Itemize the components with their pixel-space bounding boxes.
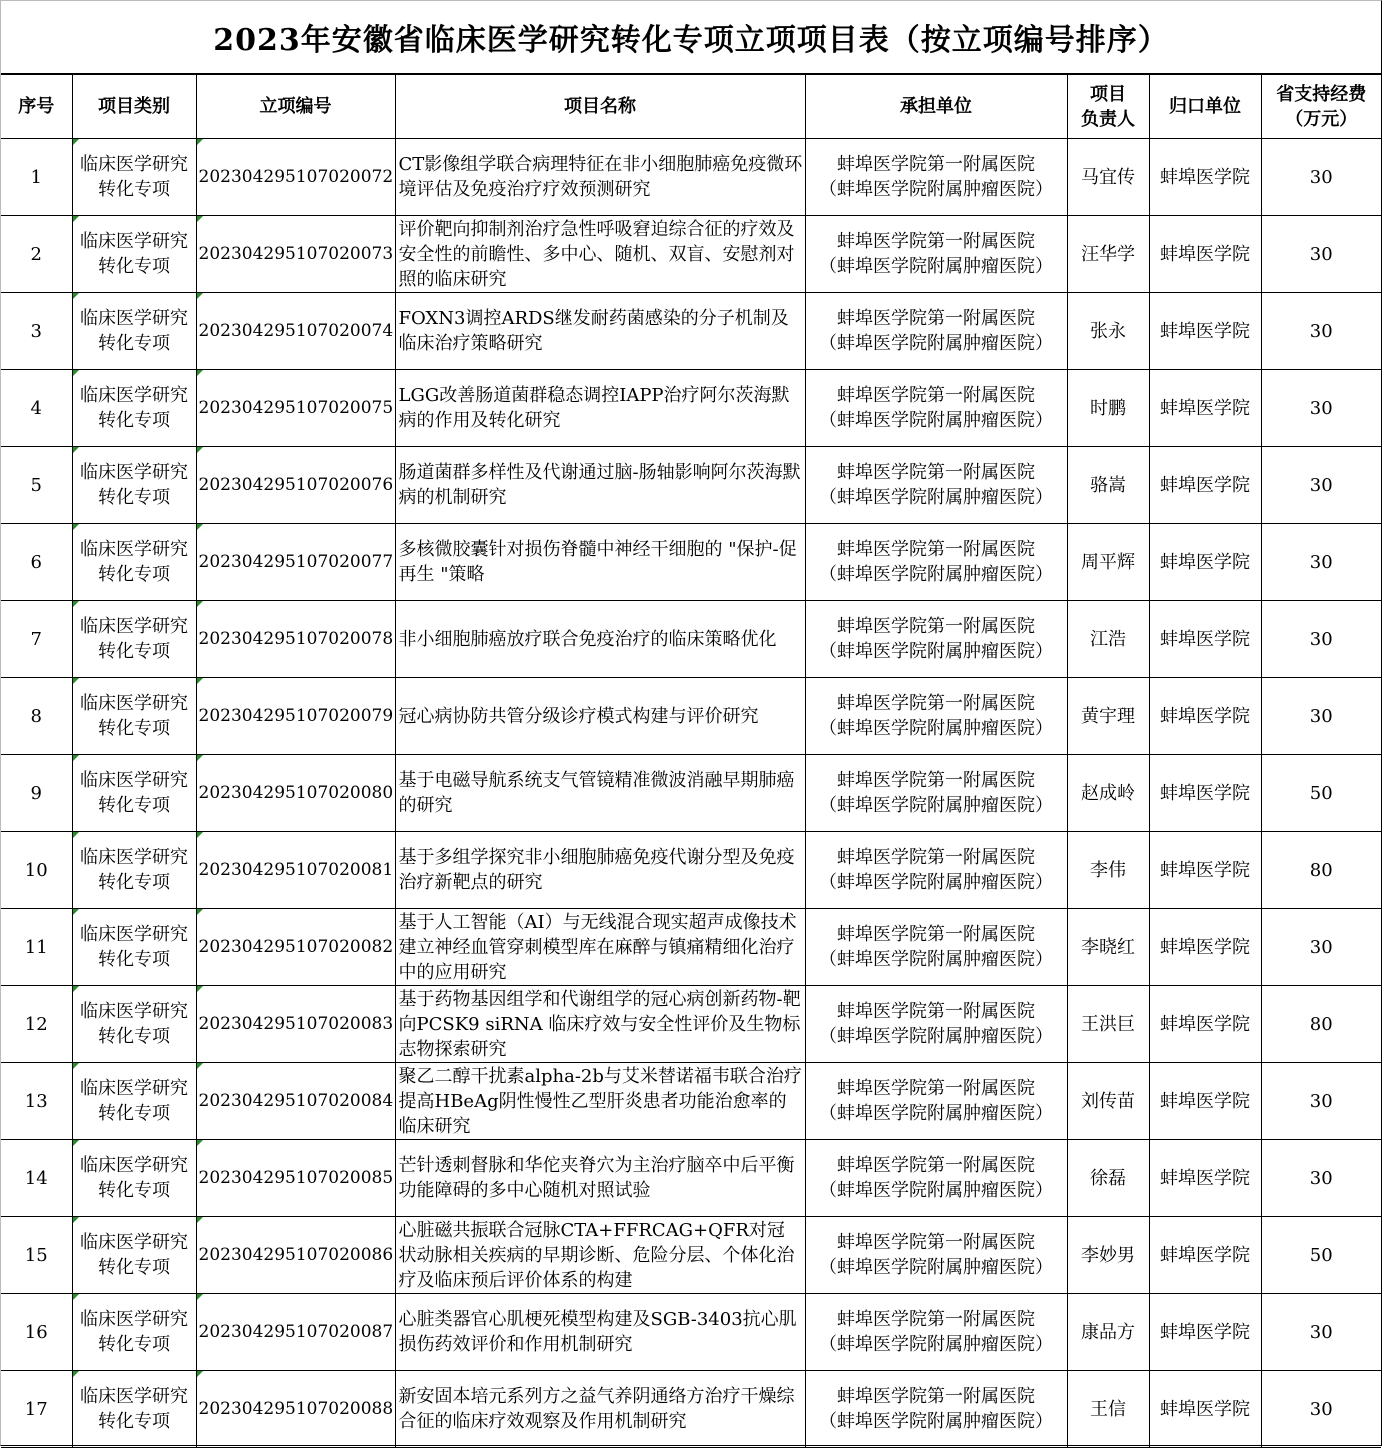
cell-type-line1: 临床医学研究	[80, 308, 188, 329]
table-row[interactable]	[1, 1217, 1381, 1294]
cell-unit-line1: 蚌埠医学院第一附属医院	[837, 1386, 1035, 1407]
cell-unit[interactable]	[805, 293, 1067, 370]
cell-seq[interactable]: 10	[1, 832, 72, 909]
cell-type[interactable]	[72, 139, 196, 216]
cell-unit-line2: （蚌埠医学院附属肿瘤医院）	[819, 949, 1053, 970]
cell-leader[interactable]: 赵成岭	[1067, 755, 1149, 832]
table-row[interactable]	[1, 678, 1381, 755]
cell-unit-line2: （蚌埠医学院附属肿瘤医院）	[819, 1180, 1053, 1201]
cell-dept[interactable]: 蚌埠医学院	[1149, 1371, 1261, 1448]
cell-type-line1: 临床医学研究	[80, 385, 188, 406]
cell-name[interactable]: 评价靶向抑制剂治疗急性呼吸窘迫综合征的疗效及安全性的前瞻性、多中心、随机、双盲、安慰剂对照的临床研究	[395, 216, 805, 293]
cell-seq[interactable]: 16	[1, 1294, 72, 1371]
cell-leader[interactable]: 刘传苗	[1067, 1063, 1149, 1140]
cell-leader[interactable]: 骆嵩	[1067, 447, 1149, 524]
cell-unit-line1: 蚌埠医学院第一附属医院	[837, 616, 1035, 637]
cell-unit-line2: （蚌埠医学院附属肿瘤医院）	[819, 1411, 1053, 1432]
cell-unit-line2: （蚌埠医学院附属肿瘤医院）	[819, 410, 1053, 431]
cell-unit-line1: 蚌埠医学院第一附属医院	[837, 1078, 1035, 1099]
cell-name[interactable]: 心脏类器官心肌梗死模型构建及SGB-3403抗心肌损伤药效评价和作用机制研究	[395, 1294, 805, 1371]
cell-name[interactable]: 基于多组学探究非小细胞肺癌免疫代谢分型及免疫治疗新靶点的研究	[395, 832, 805, 909]
cell-type[interactable]	[72, 216, 196, 293]
cell-unit-line2: （蚌埠医学院附属肿瘤医院）	[819, 256, 1053, 277]
cell-unit-line2: （蚌埠医学院附属肿瘤医院）	[819, 718, 1053, 739]
cell-code[interactable]: 202304295107020087	[196, 1294, 395, 1371]
cell-dept[interactable]: 蚌埠医学院	[1149, 524, 1261, 601]
cell-code[interactable]: 202304295107020074	[196, 293, 395, 370]
cell-type-line2: 转化专项	[98, 795, 170, 816]
header-name[interactable]: 项目名称	[395, 75, 805, 139]
cell-unit-line2: （蚌埠医学院附属肿瘤医院）	[819, 333, 1053, 354]
cell-dept[interactable]: 蚌埠医学院	[1149, 601, 1261, 678]
cell-type-line2: 转化专项	[98, 1334, 170, 1355]
cell-code[interactable]: 202304295107020088	[196, 1371, 395, 1448]
cell-fund[interactable]: 50	[1261, 755, 1381, 832]
cell-seq[interactable]: 8	[1, 678, 72, 755]
cell-type-line1: 临床医学研究	[80, 231, 188, 252]
cell-name[interactable]: 心脏磁共振联合冠脉CTA+FFRCAG+QFR对冠状动脉相关疾病的早期诊断、危险分层、个体化治疗及临床预后评价体系的构建	[395, 1217, 805, 1294]
cell-type-line2: 转化专项	[98, 949, 170, 970]
cell-unit[interactable]	[805, 678, 1067, 755]
cell-type-line2: 转化专项	[98, 410, 170, 431]
cell-dept[interactable]: 蚌埠医学院	[1149, 678, 1261, 755]
cell-type[interactable]	[72, 370, 196, 447]
cell-unit-line2: （蚌埠医学院附属肿瘤医院）	[819, 564, 1053, 585]
cell-type[interactable]	[72, 1371, 196, 1448]
cell-seq[interactable]: 9	[1, 755, 72, 832]
cell-fund[interactable]: 30	[1261, 370, 1381, 447]
cell-fund[interactable]: 30	[1261, 293, 1381, 370]
table-body	[1, 139, 1381, 1448]
cell-fund[interactable]: 80	[1261, 986, 1381, 1063]
cell-name[interactable]: CT影像组学联合病理特征在非小细胞肺癌免疫微环境评估及免疫治疗疗效预测研究	[395, 139, 805, 216]
cell-unit-line1: 蚌埠医学院第一附属医院	[837, 924, 1035, 945]
table-row[interactable]	[1, 986, 1381, 1063]
cell-type-line1: 临床医学研究	[80, 616, 188, 637]
table-row[interactable]	[1, 1371, 1381, 1448]
cell-name[interactable]: LGG改善肠道菌群稳态调控IAPP治疗阿尔茨海默病的作用及转化研究	[395, 370, 805, 447]
table-row[interactable]	[1, 216, 1381, 293]
table-row[interactable]	[1, 139, 1381, 216]
cell-unit-line2: （蚌埠医学院附属肿瘤医院）	[819, 872, 1053, 893]
cell-code[interactable]: 202304295107020084	[196, 1063, 395, 1140]
cell-unit-line2: （蚌埠医学院附属肿瘤医院）	[819, 487, 1053, 508]
cell-name[interactable]: 非小细胞肺癌放疗联合免疫治疗的临床策略优化	[395, 601, 805, 678]
cell-type-line1: 临床医学研究	[80, 154, 188, 175]
cell-leader[interactable]: 江浩	[1067, 601, 1149, 678]
cell-seq[interactable]: 5	[1, 447, 72, 524]
cell-name[interactable]: 聚乙二醇干扰素alpha-2b与艾米替诺福韦联合治疗提高HBeAg阴性慢性乙型肝炎患者功能治愈率的临床研究	[395, 1063, 805, 1140]
cell-name[interactable]: 新安固本培元系列方之益气养阴通络方治疗干燥综合征的临床疗效观察及作用机制研究	[395, 1371, 805, 1448]
cell-unit[interactable]	[805, 601, 1067, 678]
cell-dept[interactable]: 蚌埠医学院	[1149, 1294, 1261, 1371]
project-table	[1, 74, 1381, 1448]
header-fund[interactable]	[1261, 75, 1381, 139]
cell-type-line1: 临床医学研究	[80, 1386, 188, 1407]
cell-name[interactable]: 冠心病协防共管分级诊疗模式构建与评价研究	[395, 678, 805, 755]
cell-code[interactable]: 202304295107020072	[196, 139, 395, 216]
cell-type-line2: 转化专项	[98, 179, 170, 200]
cell-dept[interactable]: 蚌埠医学院	[1149, 909, 1261, 986]
cell-type-line1: 临床医学研究	[80, 1155, 188, 1176]
cell-unit-line1: 蚌埠医学院第一附属医院	[837, 385, 1035, 406]
cell-unit-line2: （蚌埠医学院附属肿瘤医院）	[819, 1026, 1053, 1047]
cell-fund[interactable]: 80	[1261, 832, 1381, 909]
table-row[interactable]	[1, 370, 1381, 447]
cell-fund[interactable]: 30	[1261, 1063, 1381, 1140]
cell-leader[interactable]: 李伟	[1067, 832, 1149, 909]
cell-type-line1: 临床医学研究	[80, 1001, 188, 1022]
cell-seq[interactable]: 4	[1, 370, 72, 447]
cell-leader[interactable]: 汪华学	[1067, 216, 1149, 293]
cell-unit-line2: （蚌埠医学院附属肿瘤医院）	[819, 795, 1053, 816]
cell-dept[interactable]: 蚌埠医学院	[1149, 293, 1261, 370]
cell-seq[interactable]: 17	[1, 1371, 72, 1448]
header-fund-line2: （万元）	[1285, 108, 1358, 130]
cell-type-line2: 转化专项	[98, 1103, 170, 1124]
table-row[interactable]	[1, 601, 1381, 678]
cell-fund[interactable]: 30	[1261, 601, 1381, 678]
cell-leader[interactable]: 马宜传	[1067, 139, 1149, 216]
cell-unit-line1: 蚌埠医学院第一附属医院	[837, 1001, 1035, 1022]
header-unit[interactable]: 承担单位	[805, 75, 1067, 139]
cell-type-line2: 转化专项	[98, 1180, 170, 1201]
cell-code[interactable]: 202304295107020082	[196, 909, 395, 986]
cell-seq[interactable]: 11	[1, 909, 72, 986]
cell-fund[interactable]: 30	[1261, 1371, 1381, 1448]
cell-leader[interactable]: 徐磊	[1067, 1140, 1149, 1217]
cell-type-line1: 临床医学研究	[80, 462, 188, 483]
cell-unit[interactable]	[805, 370, 1067, 447]
header-leader-line1: 项目	[1090, 83, 1126, 105]
cell-name[interactable]: 肠道菌群多样性及代谢通过脑-肠轴影响阿尔茨海默病的机制研究	[395, 447, 805, 524]
cell-seq[interactable]: 7	[1, 601, 72, 678]
cell-fund[interactable]: 30	[1261, 139, 1381, 216]
cell-unit-line2: （蚌埠医学院附属肿瘤医院）	[819, 179, 1053, 200]
cell-type-line2: 转化专项	[98, 1026, 170, 1047]
cell-dept[interactable]: 蚌埠医学院	[1149, 139, 1261, 216]
cell-type[interactable]	[72, 678, 196, 755]
cell-code[interactable]: 202304295107020073	[196, 216, 395, 293]
cell-unit[interactable]	[805, 447, 1067, 524]
cell-dept[interactable]: 蚌埠医学院	[1149, 1217, 1261, 1294]
cell-unit-line1: 蚌埠医学院第一附属医院	[837, 847, 1035, 868]
page-title: 2023年安徽省临床医学研究转化专项立项项目表（按立项编号排序）	[213, 23, 1169, 58]
cell-unit[interactable]	[805, 909, 1067, 986]
header-leader[interactable]	[1067, 75, 1149, 139]
cell-unit[interactable]	[805, 1371, 1067, 1448]
cell-name[interactable]: FOXN3调控ARDS继发耐药菌感染的分子机制及临床治疗策略研究	[395, 293, 805, 370]
cell-dept[interactable]: 蚌埠医学院	[1149, 986, 1261, 1063]
cell-type[interactable]	[72, 755, 196, 832]
cell-seq[interactable]: 15	[1, 1217, 72, 1294]
table-row[interactable]	[1, 293, 1381, 370]
cell-fund[interactable]: 30	[1261, 678, 1381, 755]
cell-name[interactable]: 基于电磁导航系统支气管镜精准微波消融早期肺癌的研究	[395, 755, 805, 832]
cell-type-line2: 转化专项	[98, 1257, 170, 1278]
cell-type-line1: 临床医学研究	[80, 924, 188, 945]
cell-type-line2: 转化专项	[98, 718, 170, 739]
cell-unit[interactable]	[805, 216, 1067, 293]
cell-type[interactable]	[72, 1140, 196, 1217]
cell-fund[interactable]: 30	[1261, 909, 1381, 986]
cell-fund[interactable]: 30	[1261, 447, 1381, 524]
cell-code[interactable]: 202304295107020076	[196, 447, 395, 524]
cell-unit-line1: 蚌埠医学院第一附属医院	[837, 1232, 1035, 1253]
cell-seq[interactable]: 2	[1, 216, 72, 293]
cell-unit-line1: 蚌埠医学院第一附属医院	[837, 539, 1035, 560]
cell-code[interactable]: 202304295107020085	[196, 1140, 395, 1217]
cell-type[interactable]	[72, 601, 196, 678]
cell-unit[interactable]	[805, 1140, 1067, 1217]
cell-leader[interactable]: 张永	[1067, 293, 1149, 370]
header-dept[interactable]: 归口单位	[1149, 75, 1261, 139]
cell-unit-line1: 蚌埠医学院第一附属医院	[837, 231, 1035, 252]
cell-unit[interactable]	[805, 524, 1067, 601]
cell-unit-line2: （蚌埠医学院附属肿瘤医院）	[819, 1257, 1053, 1278]
cell-unit-line1: 蚌埠医学院第一附属医院	[837, 1155, 1035, 1176]
cell-code[interactable]: 202304295107020086	[196, 1217, 395, 1294]
cell-type-line1: 临床医学研究	[80, 1232, 188, 1253]
cell-leader[interactable]: 周平辉	[1067, 524, 1149, 601]
header-fund-line1: 省支持经费	[1276, 83, 1367, 105]
cell-type-line1: 临床医学研究	[80, 539, 188, 560]
cell-leader[interactable]: 王信	[1067, 1371, 1149, 1448]
table-row[interactable]	[1, 1140, 1381, 1217]
cell-type[interactable]	[72, 524, 196, 601]
cell-unit-line2: （蚌埠医学院附属肿瘤医院）	[819, 1334, 1053, 1355]
cell-fund[interactable]: 50	[1261, 1217, 1381, 1294]
cell-unit[interactable]	[805, 832, 1067, 909]
title-bar	[1, 1, 1381, 74]
cell-type[interactable]	[72, 1063, 196, 1140]
table-row[interactable]	[1, 909, 1381, 986]
cell-fund[interactable]: 30	[1261, 1140, 1381, 1217]
cell-dept[interactable]: 蚌埠医学院	[1149, 1063, 1261, 1140]
cell-unit-line1: 蚌埠医学院第一附属医院	[837, 462, 1035, 483]
table-row[interactable]	[1, 755, 1381, 832]
cell-unit-line1: 蚌埠医学院第一附属医院	[837, 154, 1035, 175]
cell-code[interactable]: 202304295107020075	[196, 370, 395, 447]
cell-seq[interactable]: 1	[1, 139, 72, 216]
cell-type[interactable]	[72, 986, 196, 1063]
table-row[interactable]	[1, 1063, 1381, 1140]
cell-type-line2: 转化专项	[98, 333, 170, 354]
cell-leader[interactable]: 王洪巨	[1067, 986, 1149, 1063]
cell-code[interactable]: 202304295107020083	[196, 986, 395, 1063]
table-row[interactable]	[1, 447, 1381, 524]
header-seq[interactable]: 序号	[1, 75, 72, 139]
cell-dept[interactable]: 蚌埠医学院	[1149, 216, 1261, 293]
cell-type-line1: 临床医学研究	[80, 1078, 188, 1099]
cell-code[interactable]: 202304295107020078	[196, 601, 395, 678]
table-row[interactable]	[1, 1294, 1381, 1371]
cell-code[interactable]: 202304295107020077	[196, 524, 395, 601]
cell-name[interactable]: 多核微胶囊针对损伤脊髓中神经干细胞的 "保护-促再生 "策略	[395, 524, 805, 601]
cell-seq[interactable]: 3	[1, 293, 72, 370]
cell-type-line2: 转化专项	[98, 872, 170, 893]
cell-unit[interactable]	[805, 1217, 1067, 1294]
cell-code[interactable]: 202304295107020079	[196, 678, 395, 755]
cell-type[interactable]	[72, 293, 196, 370]
cell-type-line1: 临床医学研究	[80, 1309, 188, 1330]
header-leader-line2: 负责人	[1081, 108, 1135, 130]
cell-fund[interactable]: 30	[1261, 216, 1381, 293]
cell-type[interactable]	[72, 1217, 196, 1294]
cell-unit[interactable]	[805, 1294, 1067, 1371]
cell-type-line2: 转化专项	[98, 1411, 170, 1432]
cell-unit[interactable]	[805, 986, 1067, 1063]
cell-code[interactable]: 202304295107020081	[196, 832, 395, 909]
cell-name[interactable]: 基于人工智能（AI）与无线混合现实超声成像技术建立神经血管穿刺模型库在麻醉与镇痛精细化治疗中的应用研究	[395, 909, 805, 986]
cell-unit-line1: 蚌埠医学院第一附属医院	[837, 770, 1035, 791]
cell-seq[interactable]: 14	[1, 1140, 72, 1217]
cell-unit-line1: 蚌埠医学院第一附属医院	[837, 308, 1035, 329]
cell-unit[interactable]	[805, 1063, 1067, 1140]
cell-dept[interactable]: 蚌埠医学院	[1149, 370, 1261, 447]
cell-leader[interactable]: 黄宇理	[1067, 678, 1149, 755]
cell-fund[interactable]: 30	[1261, 1294, 1381, 1371]
header-row	[1, 75, 1381, 139]
cell-name[interactable]: 基于药物基因组学和代谢组学的冠心病创新药物-靶向PCSK9 siRNA 临床疗效与安全性评价及生物标志物探索研究	[395, 986, 805, 1063]
cell-seq[interactable]: 6	[1, 524, 72, 601]
table-row[interactable]	[1, 832, 1381, 909]
cell-dept[interactable]: 蚌埠医学院	[1149, 755, 1261, 832]
cell-unit[interactable]	[805, 755, 1067, 832]
cell-type-line1: 临床医学研究	[80, 770, 188, 791]
cell-dept[interactable]: 蚌埠医学院	[1149, 447, 1261, 524]
cell-type[interactable]	[72, 447, 196, 524]
cell-type-line2: 转化专项	[98, 487, 170, 508]
cell-type-line1: 临床医学研究	[80, 847, 188, 868]
cell-type-line2: 转化专项	[98, 256, 170, 277]
cell-name[interactable]: 芒针透刺督脉和华佗夹脊穴为主治疗脑卒中后平衡功能障碍的多中心随机对照试验	[395, 1140, 805, 1217]
cell-dept[interactable]: 蚌埠医学院	[1149, 1140, 1261, 1217]
cell-type-line1: 临床医学研究	[80, 693, 188, 714]
cell-leader[interactable]: 时鹏	[1067, 370, 1149, 447]
header-type[interactable]: 项目类别	[72, 75, 196, 139]
cell-unit-line2: （蚌埠医学院附属肿瘤医院）	[819, 641, 1053, 662]
cell-leader[interactable]: 李晓红	[1067, 909, 1149, 986]
cell-type[interactable]	[72, 832, 196, 909]
cell-leader[interactable]: 康品方	[1067, 1294, 1149, 1371]
cell-seq[interactable]: 13	[1, 1063, 72, 1140]
cell-fund[interactable]: 30	[1261, 524, 1381, 601]
header-code[interactable]: 立项编号	[196, 75, 395, 139]
cell-leader[interactable]: 李妙男	[1067, 1217, 1149, 1294]
cell-type-line2: 转化专项	[98, 641, 170, 662]
cell-unit[interactable]	[805, 139, 1067, 216]
cell-seq[interactable]: 12	[1, 986, 72, 1063]
cell-unit-line1: 蚌埠医学院第一附属医院	[837, 693, 1035, 714]
cell-type-line2: 转化专项	[98, 564, 170, 585]
cell-unit-line2: （蚌埠医学院附属肿瘤医院）	[819, 1103, 1053, 1124]
cell-unit-line1: 蚌埠医学院第一附属医院	[837, 1309, 1035, 1330]
cell-type[interactable]	[72, 909, 196, 986]
cell-type[interactable]	[72, 1294, 196, 1371]
cell-code[interactable]: 202304295107020080	[196, 755, 395, 832]
cell-dept[interactable]: 蚌埠医学院	[1149, 832, 1261, 909]
table-row[interactable]	[1, 524, 1381, 601]
